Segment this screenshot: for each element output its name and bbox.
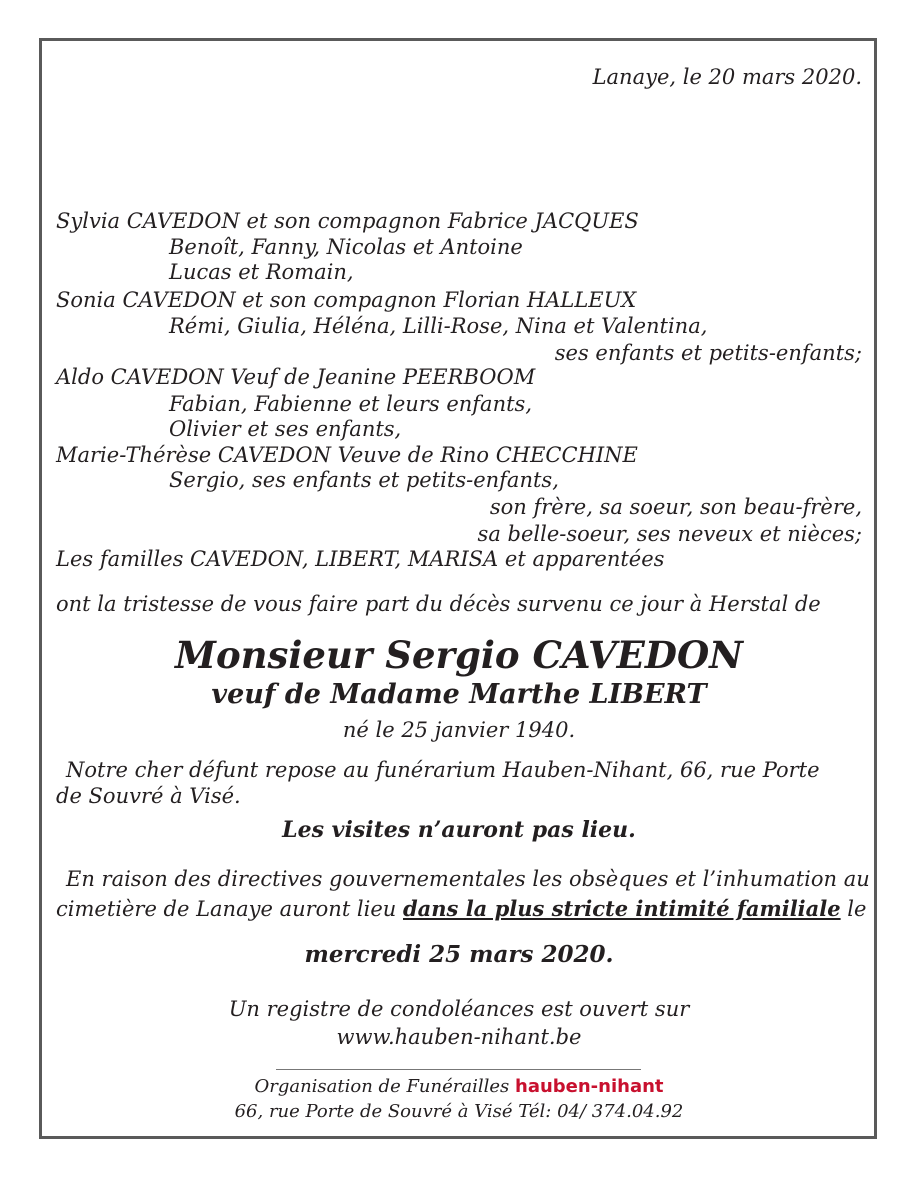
rest-line-2: de Souvré à Visé. [56, 784, 241, 808]
family-line: Benoît, Fanny, Nicolas et Antoine [169, 235, 523, 259]
family-line: Lucas et Romain, [169, 260, 354, 284]
deceased-born: né le 25 janvier 1940. [342, 718, 576, 742]
footer-divider [276, 1069, 641, 1070]
family-line: Aldo CAVEDON Veuf de Jeanine PEERBOOM [56, 365, 536, 389]
deceased-name: Monsieur Sergio CAVEDON [175, 633, 743, 677]
family-line: Fabian, Fabienne et leurs enfants, [169, 392, 532, 416]
family-line: Sergio, ses enfants et petits-enfants, [169, 468, 559, 492]
ceremony-line-1: En raison des directives gouvernementales les obsèques et l’inhumation au [66, 867, 870, 891]
announcement: ont la tristesse de vous faire part du décès survenu ce jour à Herstal de [56, 592, 821, 616]
ceremony-date: mercredi 25 mars 2020. [304, 941, 614, 968]
family-line: Sonia CAVEDON et son compagnon Florian HALLEUX [56, 288, 637, 312]
brand-logo: hauben-nihant [515, 1076, 664, 1097]
condolences-url[interactable]: www.hauben-nihant.be [336, 1025, 582, 1049]
place-date: Lanaye, le 20 mars 2020. [592, 65, 862, 89]
footer-org [0, 1076, 918, 1098]
ceremony-line-2 [56, 896, 866, 922]
family-line: sa belle-soeur, ses neveux et nièces; [477, 522, 862, 546]
family-line: Les familles CAVEDON, LIBERT, MARISA et apparentées [56, 547, 665, 571]
footer-address: 66, rue Porte de Souvré à Visé Tél: 04/ 374.04.92 [234, 1101, 684, 1122]
family-line: Sylvia CAVEDON et son compagnon Fabrice JACQUES [56, 209, 639, 233]
family-line: Olivier et ses enfants, [169, 417, 402, 441]
ceremony-text: cimetière de Lanaye auront lieu [56, 897, 403, 921]
ceremony-emphasis: dans la plus stricte intimité familiale [403, 896, 841, 921]
deceased-widower: veuf de Madame Marthe LIBERT [211, 679, 707, 710]
rest-line-1: Notre cher défunt repose au funérarium Hauben-Nihant, 66, rue Porte [66, 758, 820, 782]
family-line: Rémi, Giulia, Héléna, Lilli-Rose, Nina et Valentina, [169, 314, 708, 338]
footer-org-prefix: Organisation de Funérailles [254, 1076, 515, 1097]
ceremony-text-end: le [840, 897, 867, 921]
condolences-text: Un registre de condoléances est ouvert sur [228, 997, 690, 1021]
visits-notice: Les visites n’auront pas lieu. [282, 817, 636, 843]
family-line: son frère, sa soeur, son beau-frère, [489, 495, 862, 519]
family-line: ses enfants et petits-enfants; [554, 341, 862, 365]
page-frame [39, 38, 877, 1139]
family-line: Marie-Thérèse CAVEDON Veuve de Rino CHECCHINE [56, 443, 638, 467]
